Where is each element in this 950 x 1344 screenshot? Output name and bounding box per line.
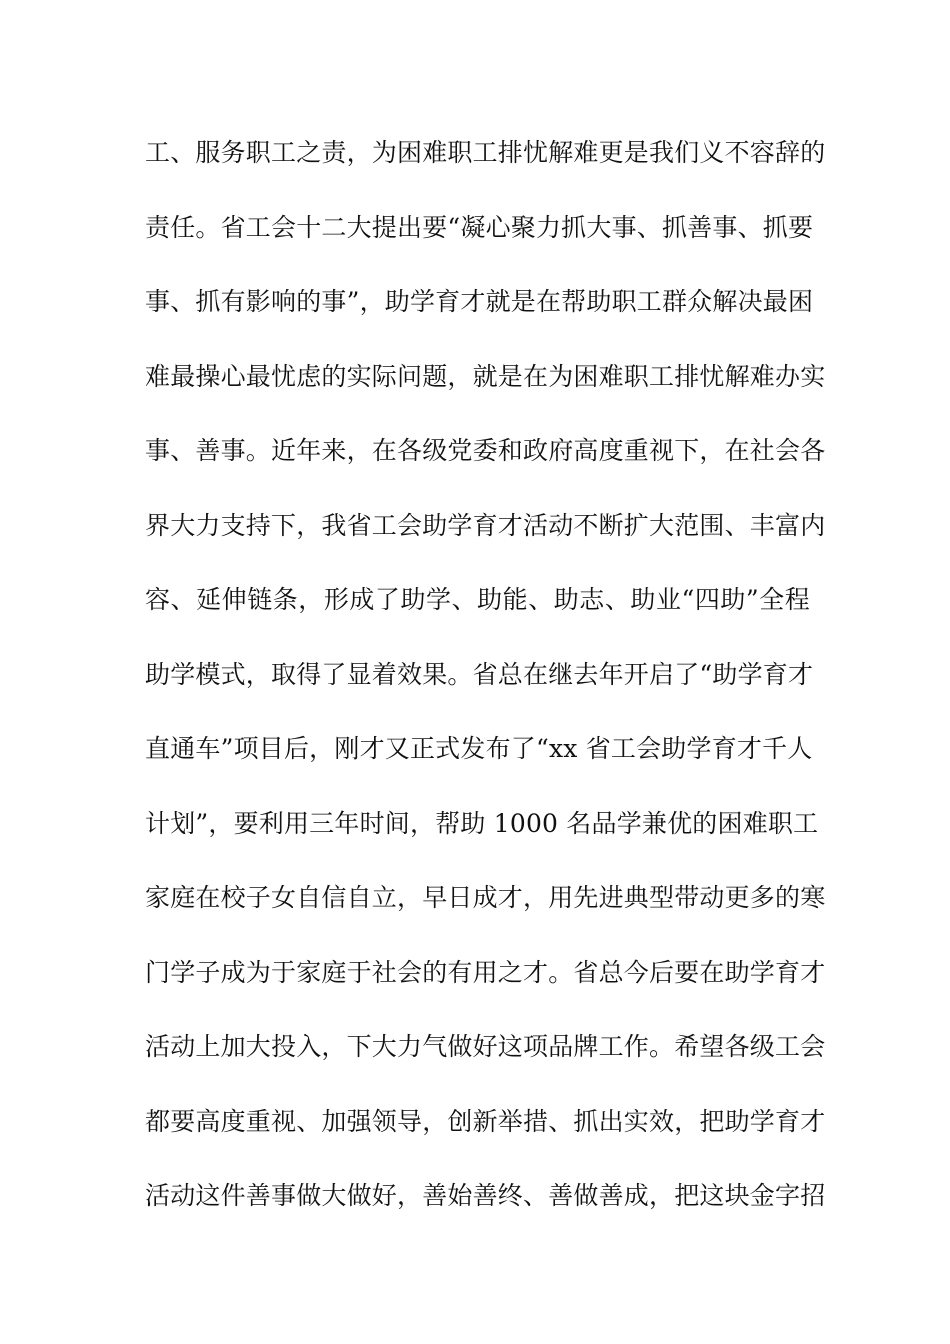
text-line: 事、抓有影响的事”，助学育才就是在帮助职工群众解决最困	[145, 287, 814, 316]
text-line: 直通车”项目后，刚才又正式发布了“xx 省工会助学育才千人	[145, 734, 813, 763]
text-line: 事、善事。近年来，在各级党委和政府高度重视下，在社会各	[145, 436, 826, 465]
text-line: 工、服务职工之责，为困难职工排忧解难更是我们义不容辞的	[145, 138, 826, 167]
text-line: 助学模式，取得了显着效果。省总在继去年开启了“助学育才	[145, 659, 814, 689]
text-line: 难最操心最忧虑的实际问题，就是在为困难职工排忧解难办实	[145, 361, 826, 391]
text-line: 容、延伸链条，形成了助学、助能、助志、助业“四助”全程	[145, 585, 810, 614]
text-line: 活动上加大投入，下大力气做好这项品牌工作。希望各级工会	[145, 1032, 826, 1061]
text-line: 门学子成为于家庭于社会的有用之才。省总今后要在助学育才	[145, 957, 826, 987]
text-line: 活动这件善事做大做好，善始善终、善做善成，把这块金字招	[145, 1181, 826, 1210]
text-line: 计划”，要利用三年时间，帮助 1000 名品学兼优的困难职工	[145, 808, 819, 838]
body-text	[145, 132, 826, 1250]
text-line: 都要高度重视、加强领导，创新举措、抓出实效，把助学育才	[145, 1106, 826, 1136]
text-line: 界大力支持下，我省工会助学育才活动不断扩大范围、丰富内	[145, 510, 826, 540]
text-line: 家庭在校子女自信自立，早日成才，用先进典型带动更多的寒	[145, 883, 826, 912]
text-line: 责任。省工会十二大提出要“凝心聚力抓大事、抓善事、抓要	[145, 212, 814, 242]
